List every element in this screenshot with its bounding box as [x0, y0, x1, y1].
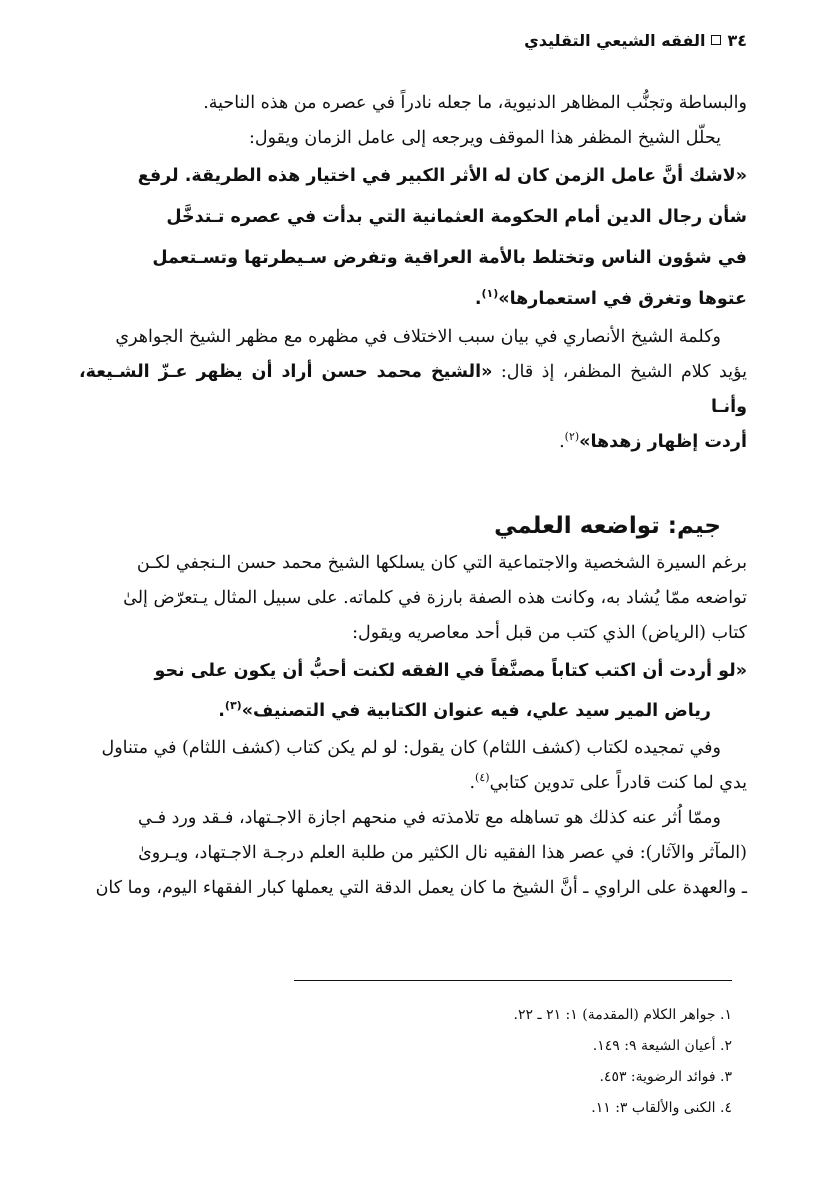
footnote-3: ٣. فوائد الرضوية: ٤٥٣.	[599, 1069, 732, 1085]
paragraph-3-line: وكلمة الشيخ الأنصاري في بيان سبب الاختلاف في مظهره مع مظهر الشيخ الجواهري	[115, 327, 721, 347]
square-ornament-icon	[711, 35, 721, 45]
running-title: الفقه الشيعي التقليدي	[524, 30, 706, 50]
inline-quote-end: أردت إظهار زهدها»	[579, 432, 747, 452]
footnote-ref-4: (٤)	[475, 771, 490, 785]
page-number: ٣٤	[727, 30, 747, 50]
footnote-2: ٢. أعيان الشيعة ٩: ١٤٩.	[592, 1038, 732, 1054]
paragraph-2: يحلّل الشيخ المظفر هذا الموقف ويرجعه إلى عامل الزمان ويقول:	[249, 128, 721, 148]
paragraph-6-line: (المآثر والآثار): في عصر هذا الفقيه نال الكثير من طلبة العلم درجـة الاجـتهاد، ويـرویٰ	[138, 843, 747, 863]
quote-2-line: «لو أردت أن اكتب كتاباً مصنَّفاً في الفقه لكنت أحبُّ أن يكون على نحو	[154, 661, 747, 681]
paragraph-5-line: وفي تمجيده لكتاب (كشف اللثام) كان يقول: لو لم يكن كتاب (كشف اللثام) في متناول	[101, 738, 721, 758]
paragraph-5-text-end: يدي لما كنت قادراً على تدوين كتابي	[489, 773, 747, 793]
quote-1-line: شأن رجال الدين أمام الحكومة العثمانية التي بدأت في عصره تـتدخَّل	[166, 207, 747, 227]
inline-quote-start: «الشيخ محمد حسن أراد أن يظهر عـزّ الشـيعة، وأنـا	[79, 362, 747, 417]
paragraph-3-line-last: أردت إظهار زهدها»$^{(٢)}$.	[559, 430, 747, 452]
paragraph-5	[79, 731, 747, 801]
quote-1-line: «لاشك أنَّ عامل الزمن كان له الأثر الكبير في اختيار هذه الطريقة. لرفع	[137, 166, 747, 186]
paragraph-6-line: ـ والعهدة على الراوي ـ أنَّ الشيخ ما كان يعمل الدقة التي يعملها كبار الفقهاء اليوم، وما كان	[95, 878, 747, 898]
paragraph-4-line: كتاب (الرياض) الذي كتب من قبل أحد معاصريه ويقول:	[352, 623, 747, 643]
paragraph-4	[79, 546, 747, 651]
quote-2-text-end: رياض المير سيد علي، فيه عنوان الكتابية في التصنيف»	[241, 701, 711, 721]
paragraph-3	[79, 320, 747, 460]
quote-1	[79, 156, 747, 320]
paragraph-4-line: تواضعه ممّا يُشاد به، وكانت هذه الصفة بارزة في كلماته. على سبيل المثال يـتعرّض إلىٰ	[123, 588, 747, 608]
section-heading: جيم: تواضعه العلمي	[494, 513, 721, 539]
quote-1-text-end: عتوها وتغرق في استعمارها»	[498, 289, 747, 309]
quote-1-line-last: عتوها وتغرق في استعمارها»$^{(١)}$.	[474, 287, 747, 309]
footnote-divider	[294, 980, 732, 981]
paragraph-3-text: يؤيد كلام الشيخ المظفر، إذ قال:	[500, 362, 747, 382]
paragraph-4-line: برغم السيرة الشخصية والاجتماعية التي كان يسلكها الشيخ محمد حسن الـنجفي لكـن	[136, 553, 747, 573]
quote-2-line-last: رياض المير سيد علي، فيه عنوان الكتابية في التصنيف»$^{(٣)}$.	[218, 699, 711, 721]
paragraph-6-line: وممّا اُثر عنه كذلك هو تساهله مع تلامذته في منحهم اجازة الاجـتهاد، فـقد ورد فـي	[137, 808, 721, 828]
running-header	[67, 28, 747, 52]
paragraph-6	[79, 801, 747, 906]
footnote-ref-1: (١)	[481, 287, 499, 301]
paragraph-5-line-last: يدي لما كنت قادراً على تدوين كتابي$^{(٤)}$.	[469, 771, 747, 793]
spacer	[79, 460, 747, 506]
paragraph-3-line	[79, 355, 747, 425]
footnote-4: ٤. الكنى والألقاب ٣: ١١.	[591, 1100, 732, 1116]
quote-1-line: في شؤون الناس وتختلط بالأمة العراقية وتفرض سـيطرتها وتسـتعمل	[152, 248, 747, 268]
footnote-ref-2: (٢)	[564, 430, 580, 444]
main-text	[79, 86, 747, 906]
paragraph-1: والبساطة وتجنُّب المظاهر الدنيوية، ما جعله نادراً في عصره من هذه الناحية.	[203, 93, 747, 113]
footnote-1: ١. جواهر الكلام (المقدمة) ١: ٢١ ـ ٢٢.	[513, 1007, 732, 1023]
footnote-ref-3: (٣)	[224, 699, 242, 713]
quote-2	[79, 651, 747, 731]
footnotes	[132, 1000, 732, 1124]
